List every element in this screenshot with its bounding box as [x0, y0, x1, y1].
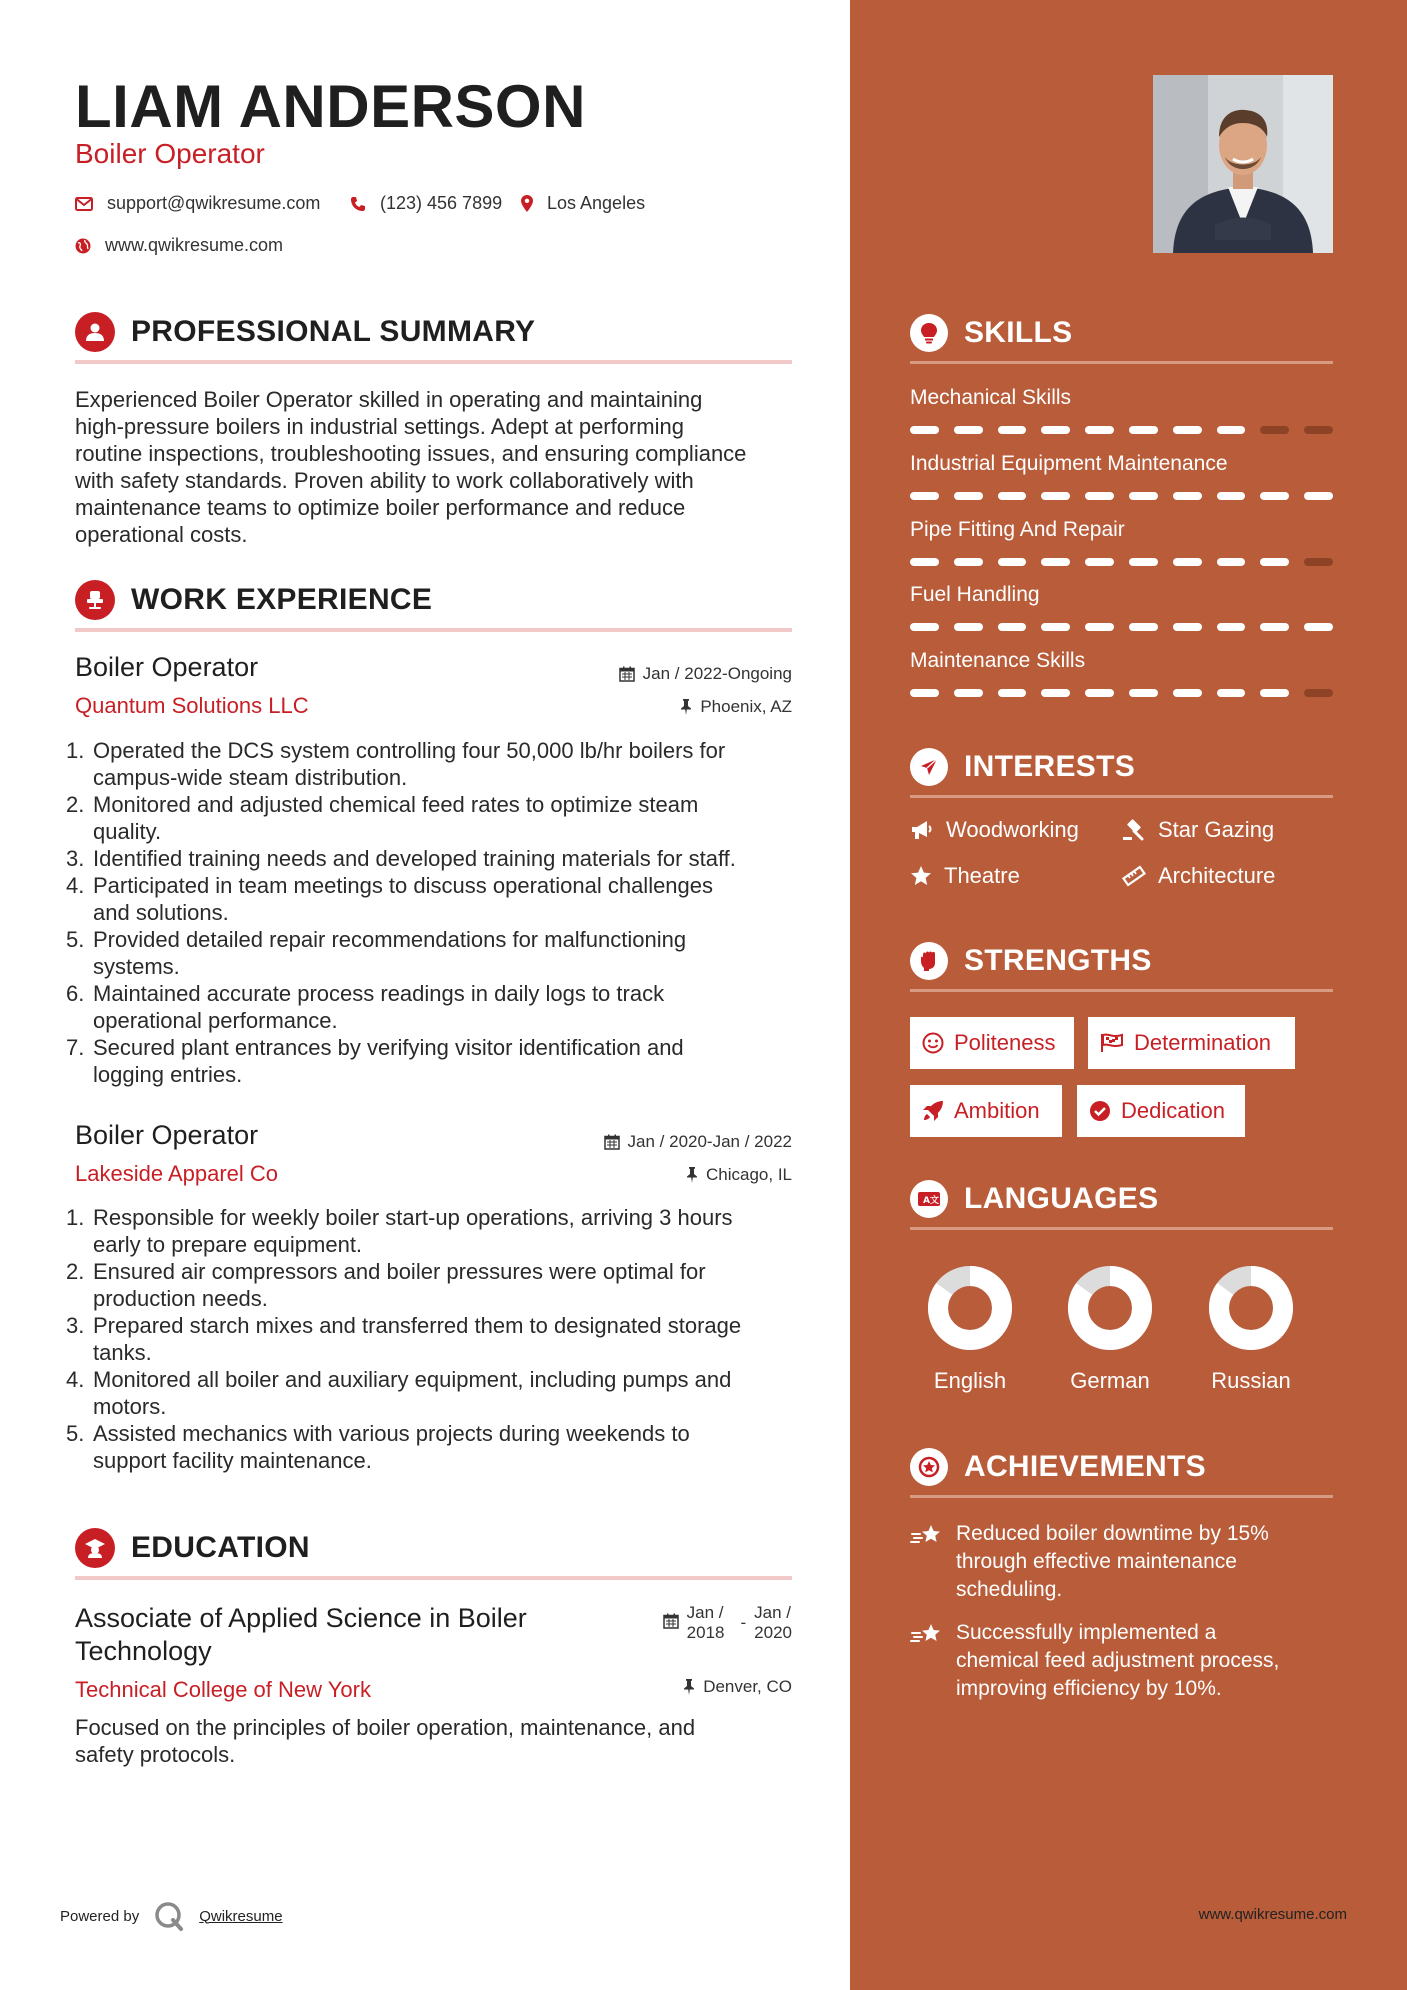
experience-heading: WORK EXPERIENCE: [131, 583, 433, 616]
skill-level-segment: [1217, 623, 1246, 631]
item-line: campus-wide steam distribution.: [93, 765, 408, 790]
list-item: [66, 926, 796, 980]
job-responsibilities: [66, 1204, 796, 1474]
skill-name: Mechanical Skills: [910, 386, 1072, 409]
skill-level-bar: [910, 492, 1333, 500]
job-responsibilities: [66, 737, 796, 1088]
skill-level-segment: [1260, 623, 1289, 631]
paper-plane-icon: [910, 748, 948, 786]
achievement-text: [956, 1619, 1279, 1703]
skill-level-segment: [1173, 426, 1202, 434]
list-item: [66, 737, 796, 791]
item-number: 1.: [66, 1205, 85, 1230]
list-item: [66, 791, 796, 845]
item-line: Monitored all boiler and auxiliary equipment, including pumps and: [93, 1367, 732, 1392]
skill-level-segment: [1304, 558, 1333, 566]
education-location-text: Denver, CO: [703, 1677, 792, 1696]
degree-line: Associate of Applied Science in Boiler: [75, 1603, 527, 1633]
item-line: Participated in team meetings to discuss operational challenges: [93, 873, 714, 898]
languages-heading: LANGUAGES: [964, 1181, 1159, 1215]
map-pin-icon: [521, 195, 533, 212]
skill-level-bar: [910, 689, 1333, 697]
summary-line: with safety standards. Proven ability to work collaboratively with: [75, 468, 694, 493]
skill-level-segment: [1304, 426, 1333, 434]
languages-section-header: [910, 1178, 1333, 1230]
interest-label: Star Gazing: [1158, 817, 1275, 842]
envelope-icon: [75, 197, 93, 211]
education-start-date: [687, 1603, 725, 1643]
education-location: [683, 1677, 792, 1697]
job-title: Boiler Operator: [75, 652, 259, 682]
job-title: Boiler Operator: [75, 1120, 259, 1150]
skill-level-segment: [1260, 689, 1289, 697]
experience-section-header: [75, 580, 792, 632]
date-part: Jan /: [686, 1603, 724, 1622]
achievements-heading: ACHIEVEMENTS: [964, 1449, 1206, 1483]
skill-level-segment: [1260, 558, 1289, 566]
interest-item: [1122, 817, 1274, 843]
shooting-star-icon: [910, 1621, 944, 1649]
item-number: 3.: [66, 846, 85, 871]
skill-level-segment: [1173, 492, 1202, 500]
skill-level-segment: [1085, 558, 1114, 566]
skill-level-segment: [1041, 426, 1070, 434]
gavel-icon: [1122, 819, 1146, 841]
item-number: 2.: [66, 792, 85, 817]
language-name: Russian: [1211, 1368, 1291, 1393]
skill-level-segment: [954, 558, 983, 566]
skills-section-header: [910, 312, 1333, 364]
check-circle-icon: [1089, 1100, 1111, 1122]
strength-label: Ambition: [954, 1098, 1040, 1123]
list-item: [66, 845, 796, 872]
skill-level-segment: [910, 426, 939, 434]
list-item: [66, 1258, 796, 1312]
job-dates: [619, 664, 792, 684]
skill-level-segment: [1129, 689, 1158, 697]
skill-level-segment: [1129, 492, 1158, 500]
skill-level-segment: [910, 623, 939, 631]
job-company: Lakeside Apparel Co: [75, 1161, 279, 1186]
item-line: Secured plant entrances by verifying visitor identification and: [93, 1035, 684, 1060]
summary-text: [75, 386, 795, 548]
skill-level-segment: [954, 623, 983, 631]
item-line: operational performance.: [93, 1008, 338, 1033]
item-number: 4.: [66, 873, 85, 898]
strength-chip: [910, 1017, 1074, 1069]
language-icon: [910, 1180, 948, 1218]
skill-level-segment: [1304, 492, 1333, 500]
item-line: Identified training needs and developed training materials for staff.: [93, 846, 736, 871]
skill-level-segment: [1217, 426, 1246, 434]
strengths-heading: STRENGTHS: [964, 943, 1152, 977]
candidate-title: Boiler Operator: [75, 138, 265, 169]
skill-level-segment: [1041, 623, 1070, 631]
strength-chip: [910, 1085, 1062, 1137]
achievement-item: [910, 1619, 1333, 1703]
language-name: German: [1070, 1368, 1150, 1393]
skill-level-segment: [1041, 689, 1070, 697]
pushpin-icon: [680, 699, 692, 715]
skill-level-segment: [954, 426, 983, 434]
strength-label: Politeness: [954, 1030, 1056, 1055]
item-line: Maintained accurate process readings in daily logs to track: [93, 981, 665, 1006]
lightbulb-icon: [910, 314, 948, 352]
skill-level-segment: [998, 623, 1027, 631]
summary-line: routine inspections, troubleshooting issues, and ensuring compliance: [75, 441, 747, 466]
summary-line: operational costs.: [75, 522, 248, 547]
skill-level-segment: [954, 492, 983, 500]
item-number: 1.: [66, 738, 85, 763]
achievement-line: scheduling.: [956, 1578, 1063, 1601]
item-line: Prepared starch mixes and transferred them to designated storage: [93, 1313, 742, 1338]
education-end-date: [754, 1603, 792, 1643]
job-dates: [604, 1132, 792, 1152]
contact-email-row: [75, 193, 320, 214]
education-description: [75, 1714, 795, 1768]
education-heading: EDUCATION: [131, 1531, 310, 1564]
ruler-icon: [1122, 865, 1146, 887]
date-part: 2018: [686, 1623, 725, 1642]
footer-website[interactable]: www.qwikresume.com: [1198, 1906, 1347, 1923]
date-separator: -: [740, 1613, 747, 1632]
candidate-name: LIAM ANDERSON: [75, 73, 586, 140]
item-line: Monitored and adjusted chemical feed rates to optimize steam: [93, 792, 699, 817]
smile-icon: [922, 1032, 944, 1054]
office-chair-icon: [75, 580, 115, 620]
phone-icon: [350, 196, 366, 212]
skill-level-segment: [998, 492, 1027, 500]
date-part: Jan /: [754, 1603, 792, 1622]
skill-level-segment: [1260, 492, 1289, 500]
interests-section-header: [910, 746, 1333, 798]
contact-website-row: [75, 235, 283, 256]
skill-level-segment: [1304, 623, 1333, 631]
interest-label: Architecture: [1158, 863, 1276, 888]
list-item: [66, 1420, 796, 1474]
list-item: [66, 872, 796, 926]
job-dates-text: Jan / 2020-Jan / 2022: [627, 1132, 792, 1151]
interest-label: Theatre: [944, 863, 1020, 888]
skill-level-bar: [910, 426, 1333, 434]
summary-section-header: [75, 312, 792, 364]
skill-level-segment: [998, 689, 1027, 697]
flag-icon: [1100, 1033, 1124, 1053]
skill-level-segment: [1085, 426, 1114, 434]
item-number: 7.: [66, 1035, 85, 1060]
contact-website[interactable]: www.qwikresume.com: [105, 235, 284, 255]
interest-item: [910, 863, 1020, 889]
skill-level-segment: [1260, 426, 1289, 434]
graduate-icon: [75, 1528, 115, 1568]
job-location-text: Phoenix, AZ: [700, 697, 792, 716]
skill-level-segment: [910, 689, 939, 697]
strength-label: Determination: [1134, 1030, 1271, 1055]
language-donut: [928, 1266, 1012, 1350]
strength-label: Dedication: [1121, 1098, 1225, 1123]
strength-chip: [1088, 1017, 1295, 1069]
date-part: 2020: [754, 1623, 792, 1642]
description-line: Focused on the principles of boiler operation, maintenance, and: [75, 1715, 696, 1740]
skill-name: Pipe Fitting And Repair: [910, 518, 1125, 541]
school-name: Technical College of New York: [75, 1677, 371, 1702]
item-line: Provided detailed repair recommendations for malfunctioning: [93, 927, 687, 952]
item-line: and solutions.: [93, 900, 229, 925]
skill-level-segment: [1129, 558, 1158, 566]
item-line: tanks.: [93, 1340, 152, 1365]
item-line: motors.: [93, 1394, 167, 1419]
strength-chip: [1077, 1085, 1245, 1137]
rocket-icon: [922, 1100, 944, 1122]
qwikresume-logo-icon: [153, 1900, 185, 1932]
item-line: support facility maintenance.: [93, 1448, 372, 1473]
powered-by-label: Powered by: [60, 1907, 140, 1925]
strengths-section-header: [910, 940, 1333, 992]
description-line: safety protocols.: [75, 1742, 236, 1767]
interests-heading: INTERESTS: [964, 749, 1136, 783]
skill-name: Industrial Equipment Maintenance: [910, 452, 1228, 475]
item-line: early to prepare equipment.: [93, 1232, 363, 1257]
job-company: Quantum Solutions LLC: [75, 693, 309, 718]
item-number: 5.: [66, 927, 85, 952]
item-number: 6.: [66, 981, 85, 1006]
skill-level-segment: [1085, 689, 1114, 697]
contact-email[interactable]: support@qwikresume.com: [107, 193, 321, 213]
item-line: production needs.: [93, 1286, 268, 1311]
degree-title: [75, 1602, 635, 1668]
skill-name: Maintenance Skills: [910, 649, 1086, 672]
shooting-star-icon: [910, 1522, 944, 1550]
skill-level-segment: [1041, 558, 1070, 566]
skill-level-segment: [1085, 623, 1114, 631]
svg-text:文: 文: [930, 1195, 940, 1206]
svg-text:A: A: [923, 1195, 930, 1206]
achievement-text: [956, 1520, 1269, 1604]
calendar-icon: [663, 1613, 679, 1629]
item-line: logging entries.: [93, 1062, 243, 1087]
item-line: Responsible for weekly boiler start-up operations, arriving 3 hours: [93, 1205, 733, 1230]
contact-phone-row: [350, 193, 502, 214]
skill-level-bar: [910, 558, 1333, 566]
calendar-icon: [604, 1134, 620, 1150]
skill-level-segment: [1217, 558, 1246, 566]
skill-level-segment: [1173, 623, 1202, 631]
achievement-line: chemical feed adjustment process,: [956, 1649, 1280, 1672]
achievement-line: improving efficiency by 10%.: [956, 1677, 1222, 1700]
pushpin-icon: [683, 1679, 695, 1695]
profile-photo: [1153, 75, 1333, 253]
achievement-line: through effective maintenance: [956, 1550, 1237, 1573]
skill-level-segment: [1173, 689, 1202, 697]
skill-level-segment: [1041, 492, 1070, 500]
education-dates: [663, 1603, 792, 1643]
summary-line: Experienced Boiler Operator skilled in operating and maintaining: [75, 387, 703, 412]
list-item: [66, 1204, 796, 1258]
skill-level-segment: [954, 689, 983, 697]
job-location-text: Chicago, IL: [706, 1165, 792, 1184]
skill-level-segment: [998, 426, 1027, 434]
degree-line: Technology: [75, 1636, 212, 1666]
skill-level-segment: [1129, 426, 1158, 434]
summary-line: maintenance teams to optimize boiler performance and reduce: [75, 495, 686, 520]
achievement-item: [910, 1520, 1333, 1604]
list-item: [66, 1034, 796, 1088]
education-section-header: [75, 1528, 792, 1580]
skill-level-segment: [1217, 492, 1246, 500]
user-icon: [75, 312, 115, 352]
job-dates-text: Jan / 2022-Ongoing: [642, 664, 792, 683]
megaphone-icon: [910, 820, 934, 840]
language-donut: [1068, 1266, 1152, 1350]
job-location: [680, 697, 792, 717]
list-item: [66, 980, 796, 1034]
skills-heading: SKILLS: [964, 315, 1073, 349]
contact-phone[interactable]: (123) 456 7899: [380, 193, 503, 213]
skill-level-segment: [1217, 689, 1246, 697]
star-icon: [910, 865, 932, 887]
item-line: quality.: [93, 819, 162, 844]
item-line: systems.: [93, 954, 180, 979]
achievement-line: Reduced boiler downtime by 15%: [956, 1522, 1269, 1545]
skill-level-segment: [1085, 492, 1114, 500]
item-line: Operated the DCS system controlling four 50,000 lb/hr boilers for: [93, 738, 726, 763]
footer-branding: [60, 1900, 283, 1932]
pushpin-icon: [686, 1167, 698, 1183]
skill-level-segment: [1304, 689, 1333, 697]
skill-level-segment: [910, 492, 939, 500]
interest-item: [1122, 863, 1275, 889]
language-name: English: [933, 1368, 1007, 1393]
language-donut: [1209, 1266, 1293, 1350]
skill-name: Fuel Handling: [910, 583, 1040, 606]
contact-location-row: [521, 193, 645, 214]
calendar-icon: [619, 666, 635, 682]
skill-level-bar: [910, 623, 1333, 631]
fist-icon: [910, 942, 948, 980]
item-line: Ensured air compressors and boiler pressures were optimal for: [93, 1259, 706, 1284]
contact-location: Los Angeles: [547, 193, 646, 213]
item-number: 4.: [66, 1367, 85, 1392]
skill-level-segment: [1129, 623, 1158, 631]
skill-level-segment: [1173, 558, 1202, 566]
item-number: 5.: [66, 1421, 85, 1446]
item-line: Assisted mechanics with various projects during weekends to: [93, 1421, 690, 1446]
list-item: [66, 1366, 796, 1420]
award-icon: [910, 1448, 948, 1486]
interest-item: [910, 817, 1079, 843]
achievements-section-header: [910, 1446, 1333, 1498]
item-number: 2.: [66, 1259, 85, 1284]
interest-label: Woodworking: [946, 817, 1079, 842]
skill-level-segment: [998, 558, 1027, 566]
achievement-line: Successfully implemented a: [956, 1621, 1217, 1644]
globe-icon: [75, 238, 91, 254]
summary-heading: PROFESSIONAL SUMMARY: [131, 315, 536, 348]
skill-level-segment: [910, 558, 939, 566]
item-number: 3.: [66, 1313, 85, 1338]
list-item: [66, 1312, 796, 1366]
job-location: [686, 1165, 792, 1185]
qwikresume-link[interactable]: Qwikresume: [199, 1907, 283, 1925]
summary-line: high-pressure boilers in industrial settings. Adept at performing: [75, 414, 684, 439]
